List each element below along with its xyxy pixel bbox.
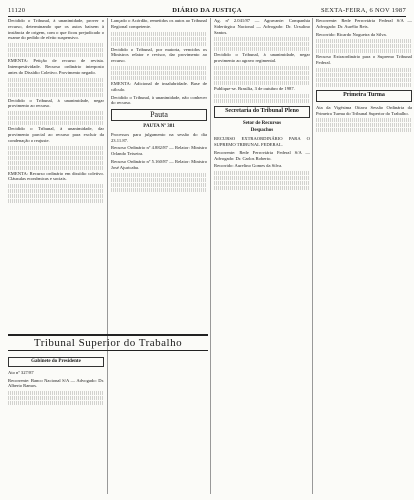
paragraph: Ato nº 327/87 [8,369,34,375]
column-divider [107,18,108,494]
paragraph: Recorrido: Ricardo Nogueira da Silva. [316,31,387,37]
paragraph: Recorrente: Rede Ferroviária Federal S/A — Advogado: Dr. Aurélio Reis. [316,18,412,29]
paragraph: Recurso Extraordinário para o Supremo Tribunal Federal. [316,54,412,66]
list-item: RECURSO EXTRAORDINÁRIO PARA O SUPREMO TRIBUNAL FEDERAL. [214,136,310,147]
paragraph: EMENTA: Adicional de insalubridade. Base de cálculo. [111,80,207,92]
journal-title: DIÁRIO DA JUSTIÇA [172,7,242,14]
paragraph: Decidido o Tribunal, à unanimidade, não conhecer do recurso. [111,94,207,106]
list-item: Recorrente: Rede Ferroviária Federal S/A — Advogado: Dr. Carlos Roberto. [214,149,310,161]
paragraph: Decidido o Tribunal, à unanimidade, negar provimento ao recurso. [8,97,104,109]
section-title-box: Gabinete do Presidente [8,357,104,367]
column-1-lower [8,354,104,494]
paragraph: Lançado o Acórdão, remetidos os autos ao Tribunal Regional competente. [111,18,207,29]
paragraph: Ag. nº 2.041/87 — Agravante: Companhia Siderúrgica Nacional — Advogado: Dr. Ursulino Santos. [214,18,310,35]
pauta-box: Pauta [111,109,207,121]
paragraph: Decidido o Tribunal, à unanimidade, prover o recurso, determinando que os autos baixem à instância de origem, com o que ficou prejudicado o exame do pedido de efeito suspensivo. [8,18,104,41]
issue-date: SEXTA-FEIRA, 6 NOV 1987 [321,7,406,14]
paragraph: Processos para julgamento na sessão do dia 23.11.87. [111,131,207,143]
column-4 [316,18,412,494]
column-1 [8,18,104,328]
page-number: 11120 [8,7,26,14]
paragraph: Ata da Vigésima Oitava Sessão Ordinária da Primeira Turma do Tribunal Superior do Trabalho. [316,104,412,116]
section-banner: Tribunal Superior do Trabalho [8,334,208,351]
pauta-subtitle: PAUTA Nº 381 [143,123,175,129]
paragraph: Decidido o Tribunal, por maioria, vencidos os Ministros relator e revisor, dar provimento ao recurso. [111,46,207,64]
header-rule [8,16,406,17]
list-item: Recurso Ordinário nº 5.160/87 — Relator: Ministro José Ajuricaba. [111,158,207,170]
column-3 [214,18,310,494]
paragraph: Decidido o Tribunal, à unanimidade, negar provimento ao agravo regimental. [214,52,310,64]
list-item: Recurso Ordinário nº 4.882/87 — Relator: Ministro Orlando Teixeira. [111,145,207,157]
paragraph: EMENTA: Recurso ordinário em dissídio coletivo. Cláusulas econômicas e sociais. [8,170,104,182]
paragraph: EMENTA: Petição de recurso de revista. Intempestividade. Recurso ordinário interposto antes do Dissídio Coletivo. Provimento negado. [8,58,104,75]
page-header [8,4,406,16]
column-divider [312,18,313,494]
section-label: Despachos [250,128,274,134]
section-subtitle: Setor de Recursos [242,120,282,126]
section-title-box: Secretaria do Tribunal Pleno [214,106,310,118]
paragraph: Publique-se. Brasília, 3 de outubro de 1987. [214,85,295,91]
list-item: Recorrido: Aurelino Gomes da Silva. [214,163,283,169]
paragraph: Decidido o Tribunal, à unanimidade, dar provimento parcial ao recurso para excluir da condenação o reajuste. [8,126,104,143]
column-divider [210,18,211,494]
section-title-box: Primeira Turma [316,90,412,102]
column-2 [111,18,207,328]
paragraph: Recorrente: Banco Nacional S/A — Advogado: Dr. Alberto Ramos. [8,377,104,389]
